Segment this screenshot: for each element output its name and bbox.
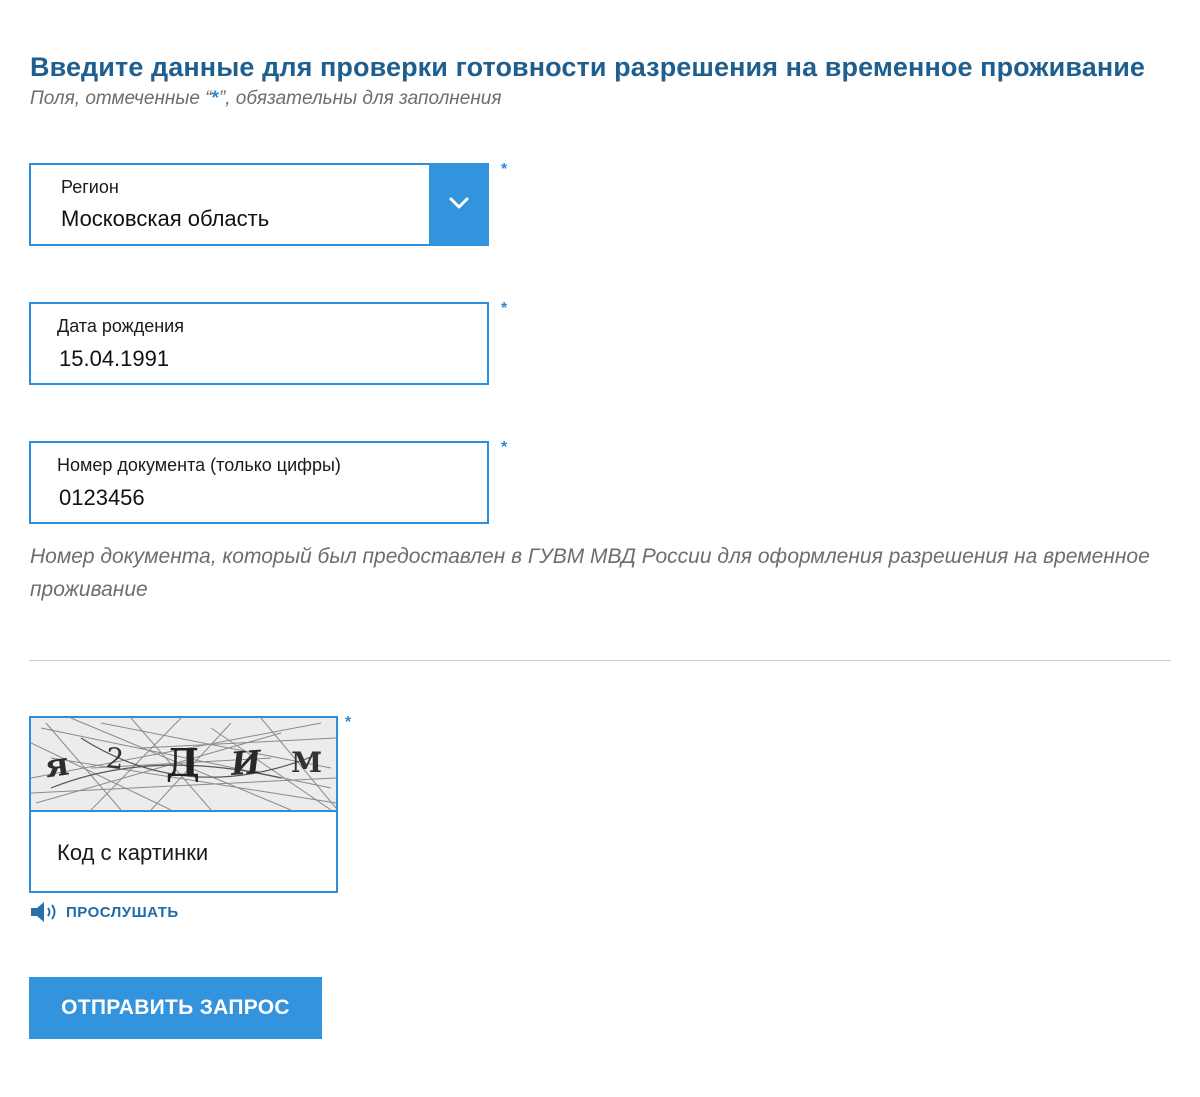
document-number-value: 0123456 [59, 485, 145, 510]
captcha-char-4: И [229, 742, 263, 784]
captcha-char-1: я [42, 744, 72, 786]
listen-label: ПРОСЛУШАТЬ [66, 903, 179, 921]
captcha-placeholder: Код с картинки [57, 840, 209, 865]
captcha-image [31, 718, 336, 812]
captcha-block [29, 716, 338, 893]
required-note-star: * [211, 88, 219, 109]
document-number-hint: Номер документа, который был предоставлен в ГУВМ МВД России для оформления разрешения на временное проживание [30, 545, 1150, 601]
captcha-char-2: 2 [104, 741, 126, 776]
region-value: Московская область [61, 206, 270, 231]
chevron-down-icon [449, 196, 469, 210]
speaker-icon [30, 901, 60, 923]
document-number-required-marker: * [501, 439, 508, 456]
region-label: Регион [61, 177, 119, 197]
listen-captcha-button[interactable] [30, 900, 179, 924]
birth-date-value: 15.04.1991 [59, 346, 170, 371]
captcha-input[interactable] [31, 812, 336, 891]
document-number-label: Номер документа (только цифры) [57, 455, 341, 475]
page-title: Введите данные для проверки готовности разрешения на временное проживание [30, 52, 1146, 83]
region-select[interactable] [29, 163, 489, 246]
captcha-char-5: М [291, 746, 322, 779]
region-dropdown-button[interactable] [429, 163, 489, 246]
submit-button[interactable]: ОТПРАВИТЬ ЗАПРОС [29, 977, 322, 1039]
region-required-marker: * [501, 161, 508, 178]
birth-date-required-marker: * [501, 300, 508, 317]
captcha-char-3: Д [166, 740, 200, 785]
captcha-required-marker: * [345, 714, 352, 731]
required-note-suffix: ”, обязательны для заполнения [218, 88, 502, 109]
section-divider [29, 660, 1171, 661]
document-number-field[interactable] [29, 441, 489, 524]
required-fields-note [30, 88, 502, 110]
birth-date-field[interactable] [29, 302, 489, 385]
birth-date-label: Дата рождения [57, 316, 184, 336]
required-note-prefix: Поля, отмеченные “ [30, 88, 212, 109]
